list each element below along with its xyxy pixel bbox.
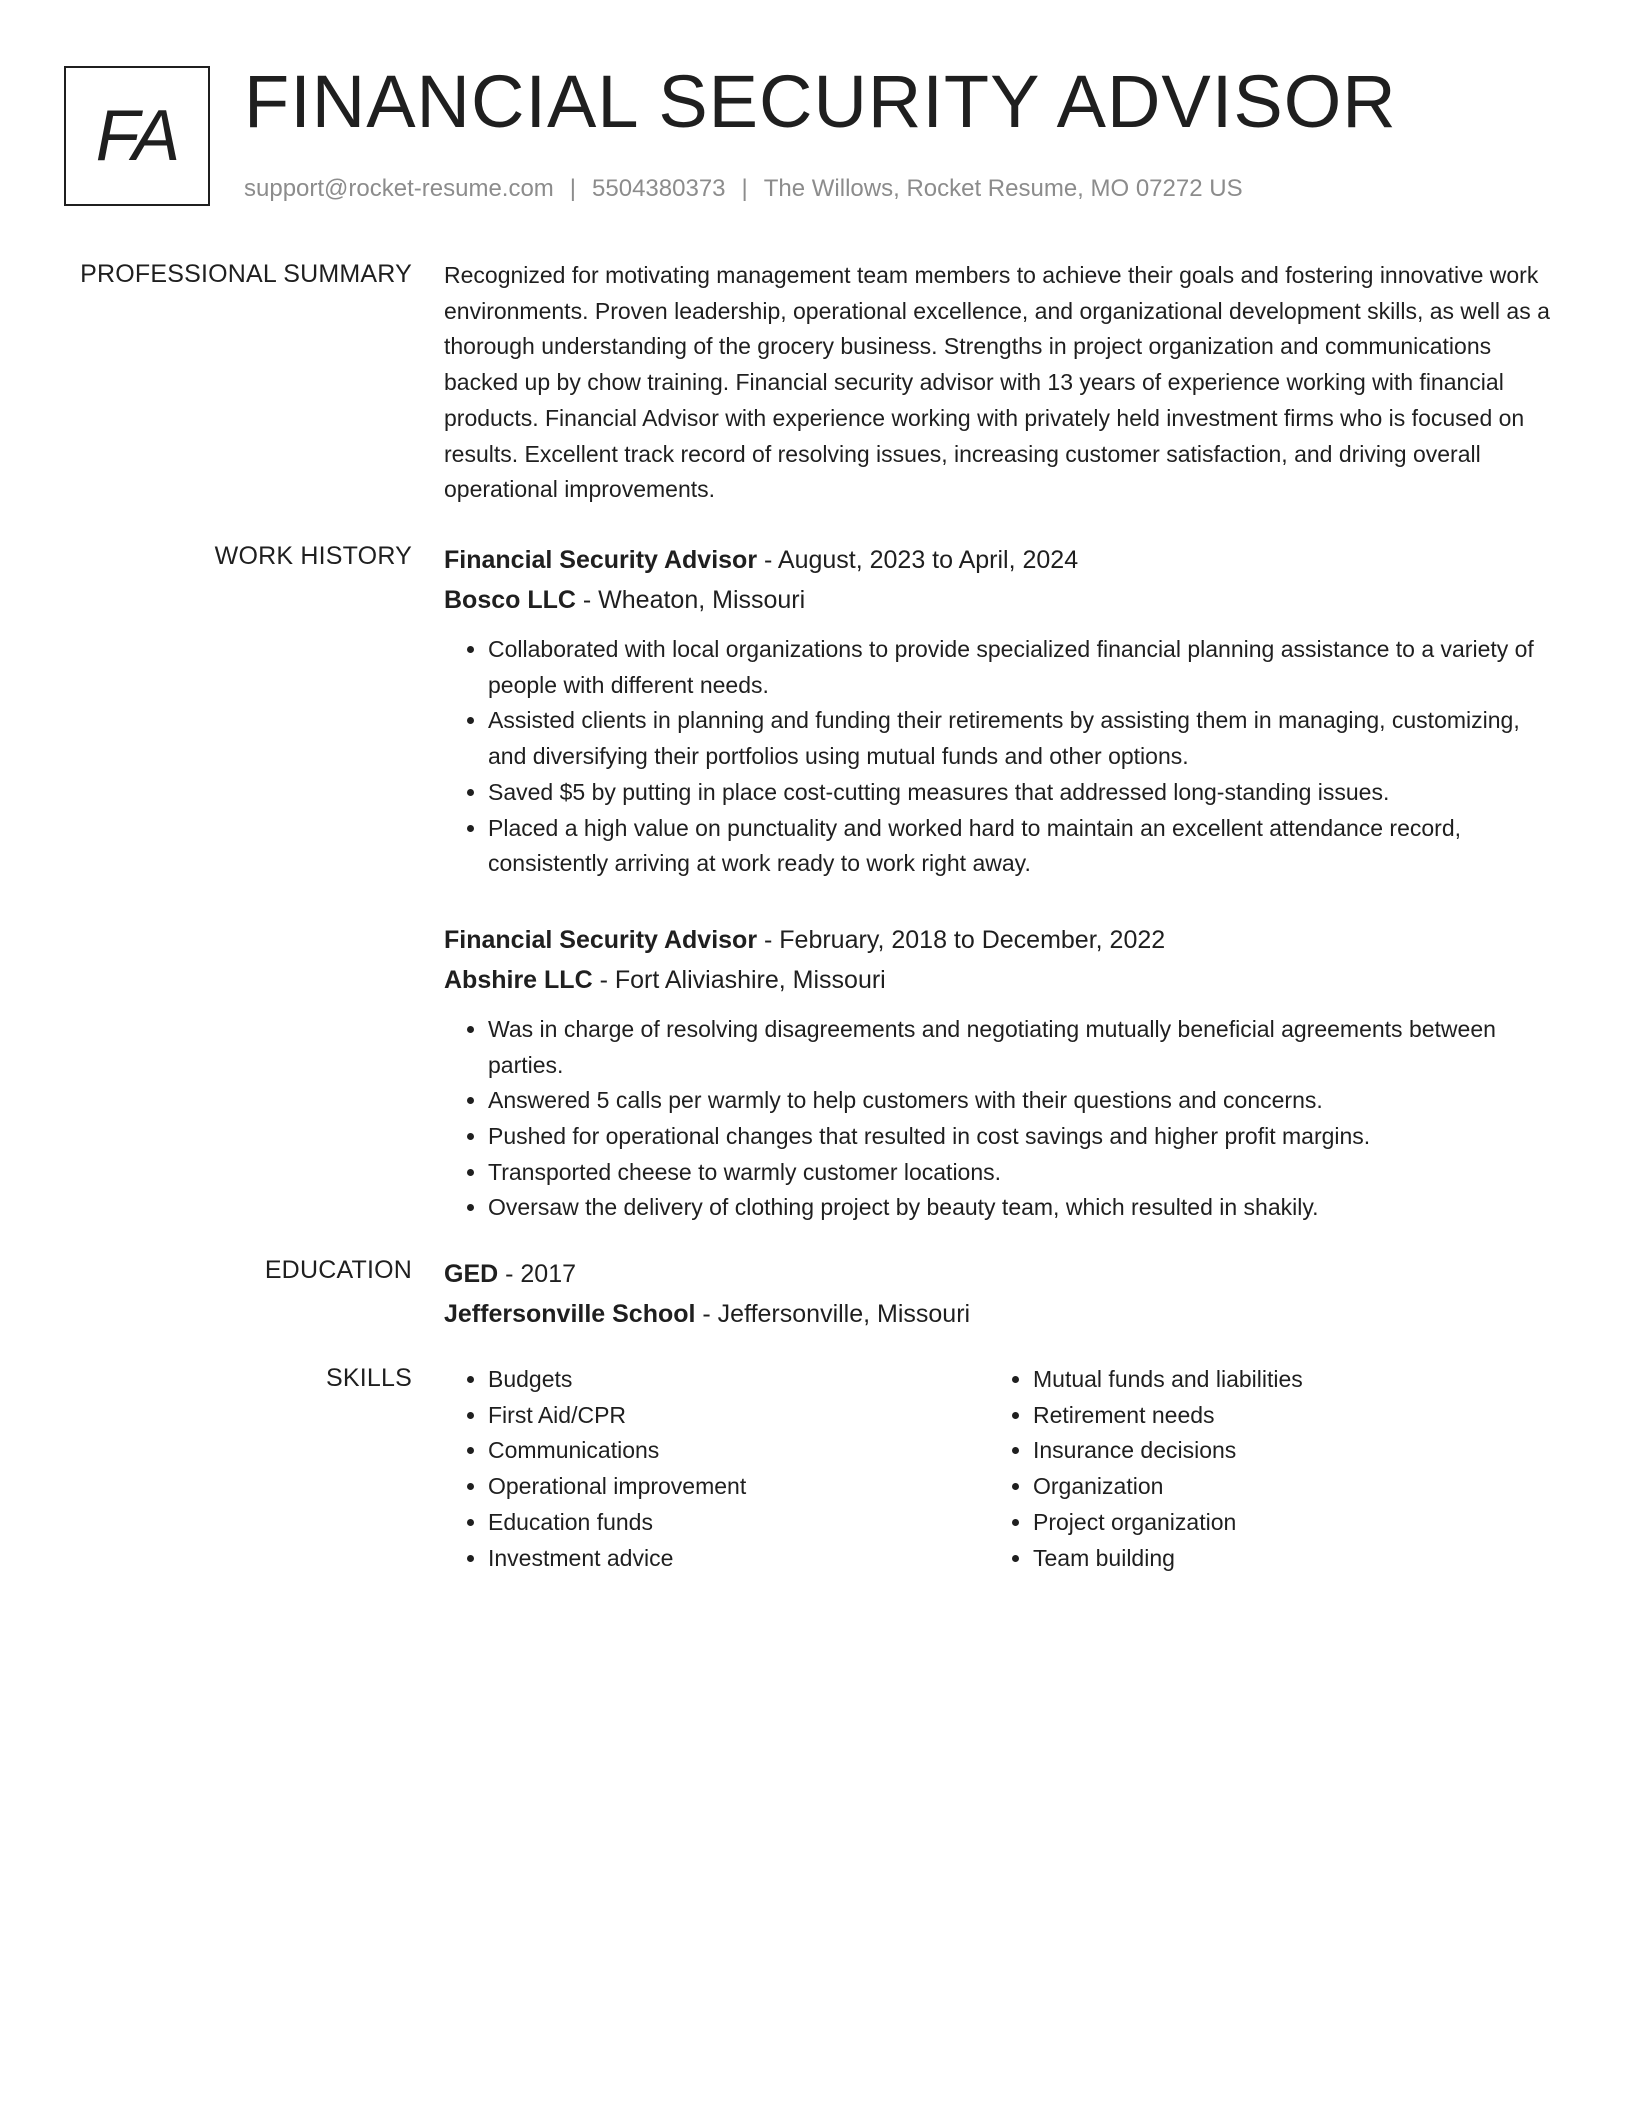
section-label-work-history: WORK HISTORY <box>214 542 412 570</box>
contact-line <box>244 174 1243 204</box>
contact-separator: | <box>741 175 748 202</box>
section-label-skills: SKILLS <box>326 1364 412 1392</box>
job-location: - Fort Aliviashire, Missouri <box>592 965 886 994</box>
job-bullet: • Pushed for operational changes that resulted in cost savings and higher profit margins. <box>488 1119 1552 1155</box>
job-dates: - August, 2023 to April, 2024 <box>757 546 1079 574</box>
contact-phone[interactable]: 5504380373 <box>592 175 726 202</box>
education-location: - Jeffersonville, Missouri <box>695 1300 971 1328</box>
job-bullet: • Saved $5 by putting in place cost-cutting measures that addressed long-standing issues. <box>488 775 1552 811</box>
section-label-education: EDUCATION <box>264 1256 412 1284</box>
summary-text: Recognized for motivating management team members to achieve their goals and fostering innovative work environments. Proven leadership, operational excellence, and organizational development skills, as well as a thorough understanding of the grocery business. Strengths in project organization and communications backed up by chow training. Financial security advisor with 13 years of experience working with financial products. Financial Advisor with experience working with privately held investment firms who is focused on results. Excellent track record of resolving issues, increasing customer satisfaction, and driving overall operational improvements. <box>444 262 1550 503</box>
contact-separator: | <box>569 175 577 202</box>
job-bullet: • Collaborated with local organizations to provide specialized financial planning assistance to a variety of people with different needs. <box>488 632 1552 703</box>
job-company: Bosco LLC <box>444 586 576 614</box>
skills-body <box>444 1362 1552 1576</box>
job-bullet: • Assisted clients in planning and funding their retirements by assisting them in managing, customizing, and diversifying their portfolios using mutual funds and other options. <box>488 703 1552 774</box>
education-year: - 2017 <box>498 1260 577 1288</box>
job-entry <box>444 540 1552 882</box>
job-bullets <box>444 1012 1552 1226</box>
section-label-summary: PROFESSIONAL SUMMARY <box>80 260 412 288</box>
job-title-line <box>444 540 1552 580</box>
job-bullet: • Placed a high value on punctuality and worked hard to maintain an excellent attendance record, consistently arriving at work ready to work right away. <box>488 811 1552 882</box>
skill-item: • Education funds <box>488 1505 989 1541</box>
education-degree-line <box>444 1254 1552 1294</box>
job-company-line <box>444 960 1552 1000</box>
skill-item: • Retirement needs <box>1033 1398 1534 1434</box>
contact-address: The Willows, Rocket Resume, MO 07272 US <box>763 175 1243 202</box>
skill-item: • Mutual funds and liabilities <box>1033 1362 1534 1398</box>
education-degree: GED <box>444 1260 499 1288</box>
contact-email[interactable]: support@rocket-resume.com <box>244 175 554 202</box>
job-bullet: • Was in charge of resolving disagreements and negotiating mutually beneficial agreements between parties. <box>488 1012 1552 1083</box>
work-history-body <box>444 540 1552 1226</box>
skills-list-left <box>444 1362 989 1576</box>
job-bullet: • Oversaw the delivery of clothing project by beauty team, which resulted in shakily. <box>488 1190 1552 1226</box>
skill-item: • Team building <box>1033 1541 1534 1577</box>
skill-item: • Project organization <box>1033 1505 1534 1541</box>
job-entry <box>444 920 1552 1226</box>
skill-item: • Investment advice <box>488 1541 989 1577</box>
job-dates: - February, 2018 to December, 2022 <box>757 925 1166 954</box>
education-school-line <box>444 1294 1552 1334</box>
job-bullet: • Answered 5 calls per warmly to help customers with their questions and concerns. <box>488 1083 1552 1119</box>
monogram-logo: FA <box>64 66 210 206</box>
skills-column-right <box>989 1362 1534 1576</box>
job-company-line <box>444 580 1552 620</box>
education-body <box>444 1254 1552 1334</box>
job-title: Financial Security Advisor <box>444 925 758 954</box>
skill-item: • Budgets <box>488 1362 989 1398</box>
skills-list-right <box>989 1362 1534 1576</box>
job-bullet: • Transported cheese to warmly customer locations. <box>488 1155 1552 1191</box>
skills-grid <box>444 1362 1552 1576</box>
skills-column-left <box>444 1362 989 1576</box>
skill-item: • Insurance decisions <box>1033 1433 1534 1469</box>
job-company: Abshire LLC <box>444 965 593 994</box>
job-location: - Wheaton, Missouri <box>575 586 806 614</box>
summary-body <box>444 258 1552 508</box>
education-school: Jeffersonville School <box>444 1300 696 1328</box>
job-title: Financial Security Advisor <box>444 546 758 574</box>
skill-item: • First Aid/CPR <box>488 1398 989 1434</box>
job-title-line <box>444 920 1552 960</box>
job-bullets <box>444 632 1552 882</box>
skill-item: • Communications <box>488 1433 989 1469</box>
skill-item: • Operational improvement <box>488 1469 989 1505</box>
skill-item: • Organization <box>1033 1469 1534 1505</box>
page-title: FINANCIAL SECURITY ADVISOR <box>244 60 1397 143</box>
